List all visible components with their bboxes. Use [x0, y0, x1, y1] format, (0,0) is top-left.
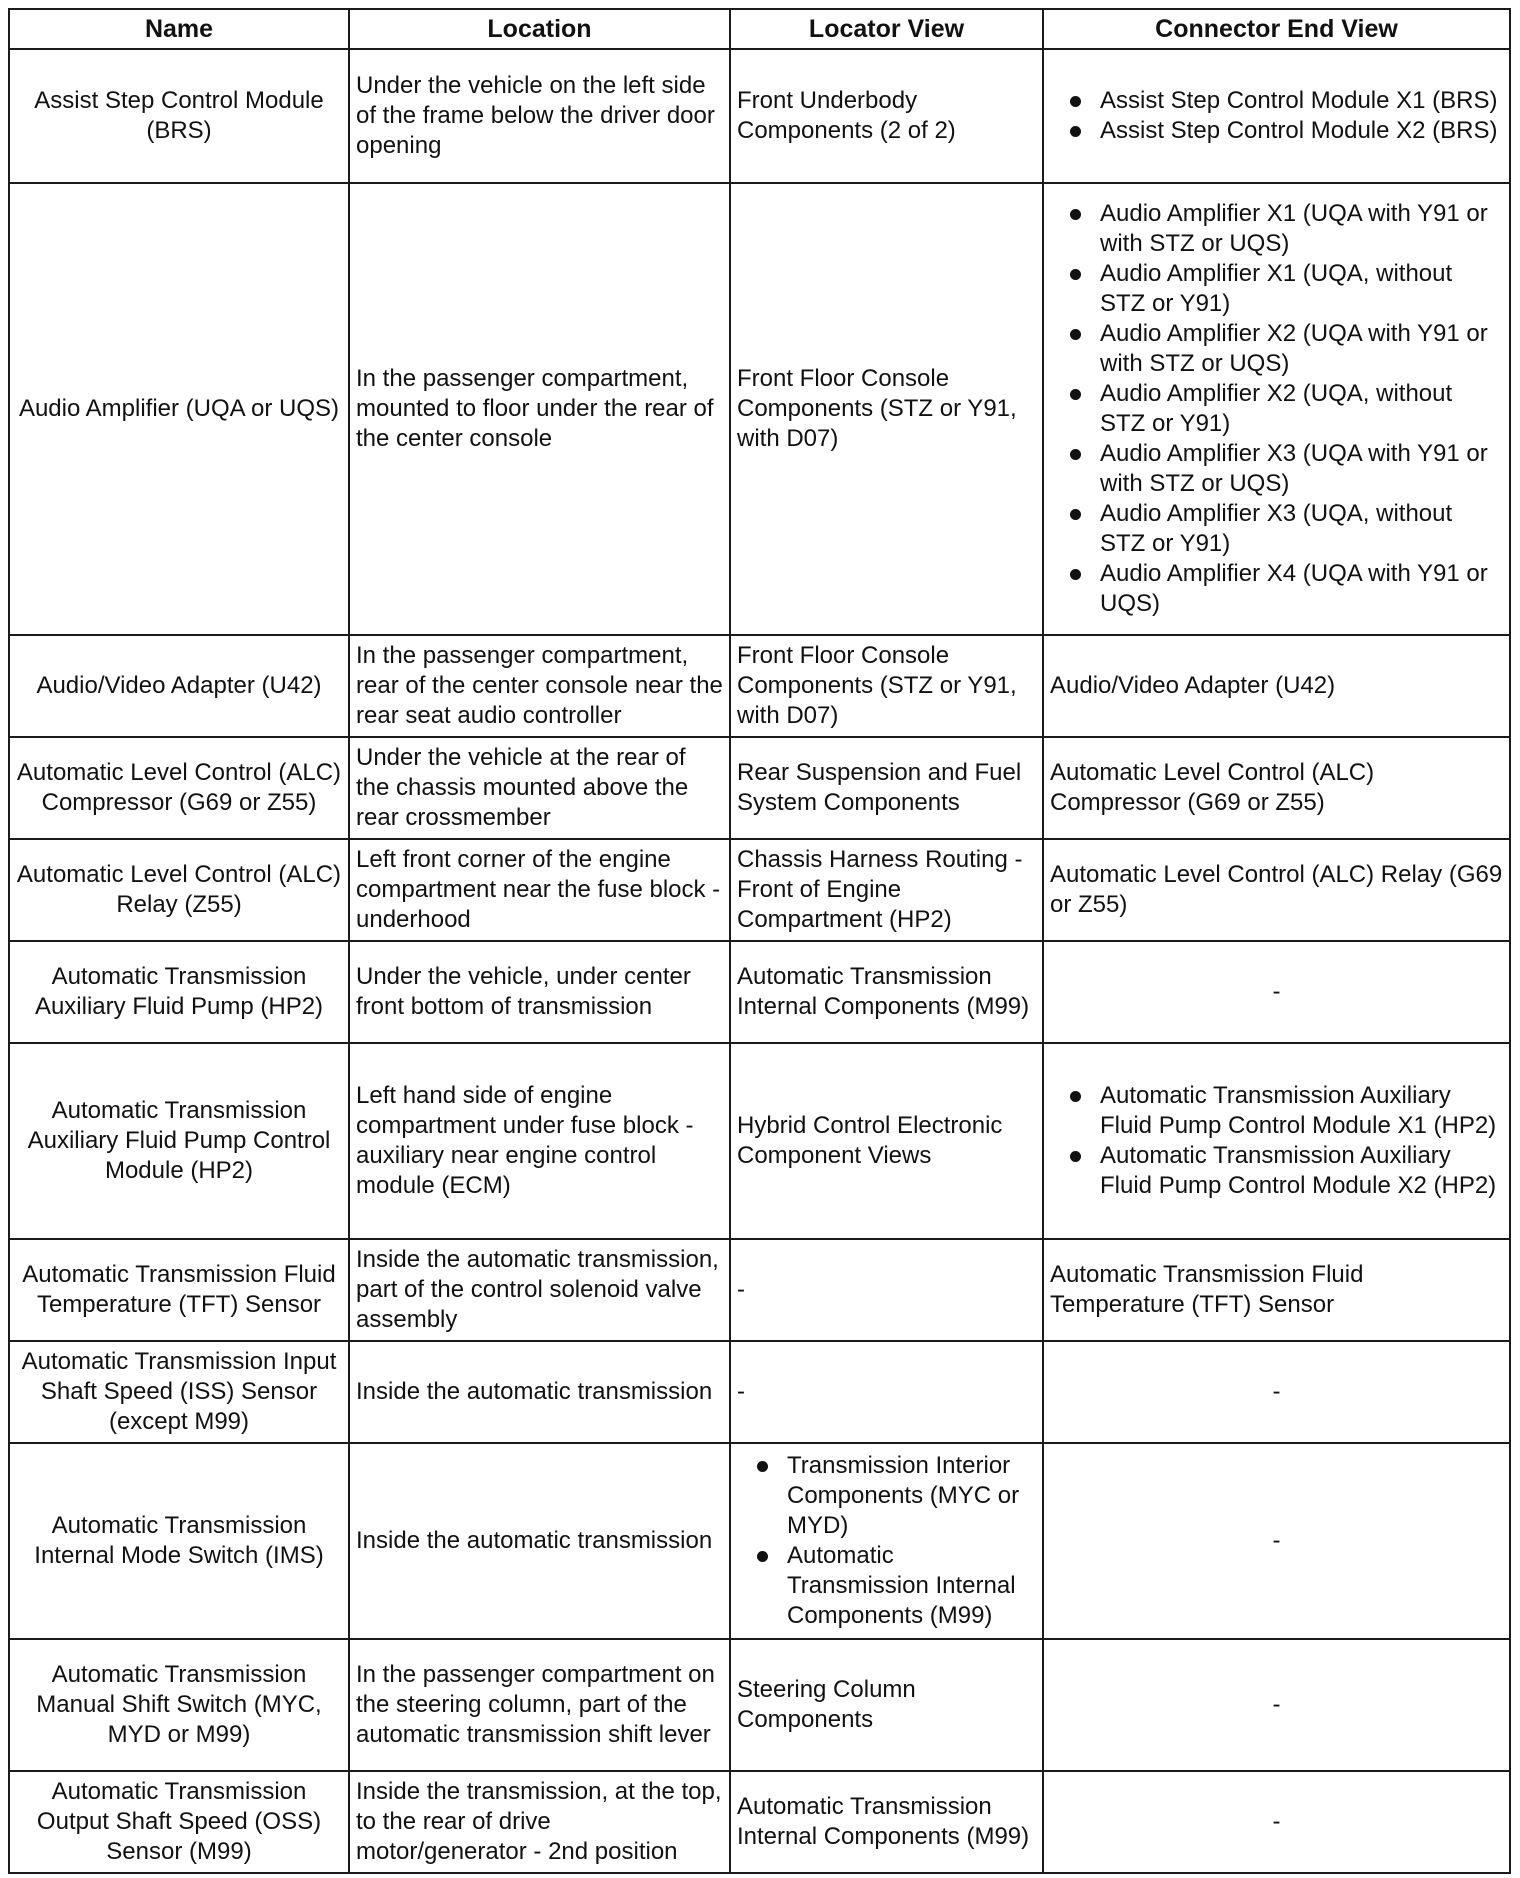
locator-view: Rear Suspension and Fuel System Components	[730, 737, 1043, 839]
list-item: Automatic Transmission Internal Components (M99)	[737, 1541, 1036, 1631]
connector-list	[1050, 86, 1503, 146]
locator-view: Automatic Transmission Internal Components (M99)	[730, 1771, 1043, 1873]
table-row	[9, 49, 1510, 183]
component-location: Left hand side of engine compartment under fuse block - auxiliary near engine control module (ECM)	[349, 1043, 730, 1239]
list-item: Assist Step Control Module X2 (BRS)	[1050, 116, 1503, 146]
connector-end-view: -	[1043, 1639, 1510, 1771]
connector-end-view: -	[1043, 1341, 1510, 1443]
connector-list	[1050, 199, 1503, 619]
list-item: Audio Amplifier X4 (UQA with Y91 or UQS)	[1050, 559, 1503, 619]
locator-view: -	[730, 1239, 1043, 1341]
locator-list	[737, 1451, 1036, 1631]
table-row	[9, 941, 1510, 1043]
locator-view: Hybrid Control Electronic Component Views	[730, 1043, 1043, 1239]
component-name: Automatic Level Control (ALC) Relay (Z55)	[9, 839, 349, 941]
component-name: Automatic Transmission Internal Mode Switch (IMS)	[9, 1443, 349, 1639]
component-location: Inside the transmission, at the top, to the rear of drive motor/generator - 2nd position	[349, 1771, 730, 1873]
locator-view: Automatic Transmission Internal Components (M99)	[730, 941, 1043, 1043]
component-location: In the passenger compartment on the steering column, part of the automatic transmission shift lever	[349, 1639, 730, 1771]
list-item: Audio Amplifier X2 (UQA with Y91 or with STZ or UQS)	[1050, 319, 1503, 379]
connector-end-view: Automatic Level Control (ALC) Relay (G69 or Z55)	[1043, 839, 1510, 941]
connector-end-view: Automatic Level Control (ALC) Compressor (G69 or Z55)	[1043, 737, 1510, 839]
locator-view: Front Floor Console Components (STZ or Y91, with D07)	[730, 635, 1043, 737]
list-item: Assist Step Control Module X1 (BRS)	[1050, 86, 1503, 116]
list-item: Transmission Interior Components (MYC or MYD)	[737, 1451, 1036, 1541]
component-location: Inside the automatic transmission	[349, 1341, 730, 1443]
connector-end-view	[1043, 49, 1510, 183]
list-item: Automatic Transmission Auxiliary Fluid Pump Control Module X2 (HP2)	[1050, 1141, 1503, 1201]
table-row	[9, 1341, 1510, 1443]
header-row	[9, 9, 1510, 49]
table-row	[9, 635, 1510, 737]
component-name: Automatic Transmission Output Shaft Speed (OSS) Sensor (M99)	[9, 1771, 349, 1873]
component-location: Left front corner of the engine compartment near the fuse block - underhood	[349, 839, 730, 941]
table-row	[9, 1639, 1510, 1771]
list-item: Automatic Transmission Auxiliary Fluid Pump Control Module X1 (HP2)	[1050, 1081, 1503, 1141]
header-connector-end-view: Connector End View	[1043, 9, 1510, 49]
component-location: In the passenger compartment, rear of the center console near the rear seat audio controller	[349, 635, 730, 737]
list-item: Audio Amplifier X2 (UQA, without STZ or Y91)	[1050, 379, 1503, 439]
connector-end-view: Automatic Transmission Fluid Temperature (TFT) Sensor	[1043, 1239, 1510, 1341]
component-name: Automatic Transmission Input Shaft Speed (ISS) Sensor (except M99)	[9, 1341, 349, 1443]
component-location: Under the vehicle on the left side of the frame below the driver door opening	[349, 49, 730, 183]
component-location: Under the vehicle at the rear of the chassis mounted above the rear crossmember	[349, 737, 730, 839]
locator-view: Chassis Harness Routing - Front of Engine Compartment (HP2)	[730, 839, 1043, 941]
component-location: Inside the automatic transmission	[349, 1443, 730, 1639]
component-location: In the passenger compartment, mounted to floor under the rear of the center console	[349, 183, 730, 635]
table-row	[9, 1239, 1510, 1341]
connector-end-view	[1043, 183, 1510, 635]
list-item: Audio Amplifier X3 (UQA with Y91 or with STZ or UQS)	[1050, 439, 1503, 499]
component-name: Assist Step Control Module (BRS)	[9, 49, 349, 183]
component-name: Automatic Transmission Auxiliary Fluid Pump (HP2)	[9, 941, 349, 1043]
connector-end-view: -	[1043, 941, 1510, 1043]
table-row	[9, 1443, 1510, 1639]
list-item: Audio Amplifier X3 (UQA, without STZ or Y91)	[1050, 499, 1503, 559]
list-item: Audio Amplifier X1 (UQA, without STZ or Y91)	[1050, 259, 1503, 319]
locator-view: -	[730, 1341, 1043, 1443]
table-row	[9, 839, 1510, 941]
connector-end-view: Audio/Video Adapter (U42)	[1043, 635, 1510, 737]
connector-end-view: -	[1043, 1771, 1510, 1873]
connector-end-view	[1043, 1043, 1510, 1239]
locator-view: Front Floor Console Components (STZ or Y91, with D07)	[730, 183, 1043, 635]
table-row	[9, 183, 1510, 635]
list-item: Audio Amplifier X1 (UQA with Y91 or with STZ or UQS)	[1050, 199, 1503, 259]
component-location: Under the vehicle, under center front bottom of transmission	[349, 941, 730, 1043]
component-name: Automatic Transmission Fluid Temperature (TFT) Sensor	[9, 1239, 349, 1341]
table-row	[9, 1771, 1510, 1873]
header-name: Name	[9, 9, 349, 49]
locator-view: Steering Column Components	[730, 1639, 1043, 1771]
locator-view: Front Underbody Components (2 of 2)	[730, 49, 1043, 183]
table-row	[9, 737, 1510, 839]
locator-view	[730, 1443, 1043, 1639]
component-name: Automatic Level Control (ALC) Compressor (G69 or Z55)	[9, 737, 349, 839]
component-location: Inside the automatic transmission, part of the control solenoid valve assembly	[349, 1239, 730, 1341]
connector-end-view: -	[1043, 1443, 1510, 1639]
component-name: Automatic Transmission Auxiliary Fluid Pump Control Module (HP2)	[9, 1043, 349, 1239]
component-locator-table	[8, 8, 1511, 1874]
component-name: Automatic Transmission Manual Shift Switch (MYC, MYD or M99)	[9, 1639, 349, 1771]
header-location: Location	[349, 9, 730, 49]
component-name: Audio Amplifier (UQA or UQS)	[9, 183, 349, 635]
component-name: Audio/Video Adapter (U42)	[9, 635, 349, 737]
connector-list	[1050, 1081, 1503, 1201]
header-locator-view: Locator View	[730, 9, 1043, 49]
table-row	[9, 1043, 1510, 1239]
